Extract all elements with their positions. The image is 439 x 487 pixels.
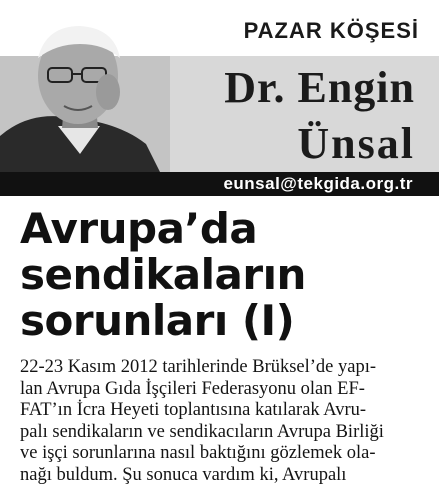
headline-line: Avrupa’da	[20, 204, 258, 253]
column-header	[0, 0, 439, 196]
author-email[interactable]: eunsal@tekgida.org.tr	[223, 174, 413, 193]
body-line: palı sendikaların ve sendikacıların Avrupa Birliği	[20, 421, 384, 442]
section-label: PAZAR KÖŞESİ	[243, 18, 419, 43]
author-portrait	[0, 14, 170, 172]
headline-line: sendikaların	[20, 250, 306, 299]
author-name-first: Dr. Engin	[224, 63, 415, 112]
author-name-last: Ünsal	[297, 119, 415, 168]
body-line: FAT’ın İcra Heyeti toplantısına katılarak Avru-	[20, 400, 367, 420]
headline-line: sorunları (I)	[20, 296, 295, 345]
body-line: 22-23 Kasım 2012 tarihlerinde Brüksel’de yapı-	[20, 357, 377, 377]
body-line: nağı buldum. Şu sonuca vardım ki, Avrupalı	[20, 464, 347, 485]
body-line: lan Avrupa Gıda İşçileri Federasyonu olan EF-	[20, 378, 365, 399]
body-line: ve işçi sorunlarına nasıl baktığını gözlemek ola-	[20, 443, 376, 463]
article-headline	[20, 206, 430, 344]
article-body	[20, 357, 432, 486]
email-bar	[0, 172, 439, 196]
